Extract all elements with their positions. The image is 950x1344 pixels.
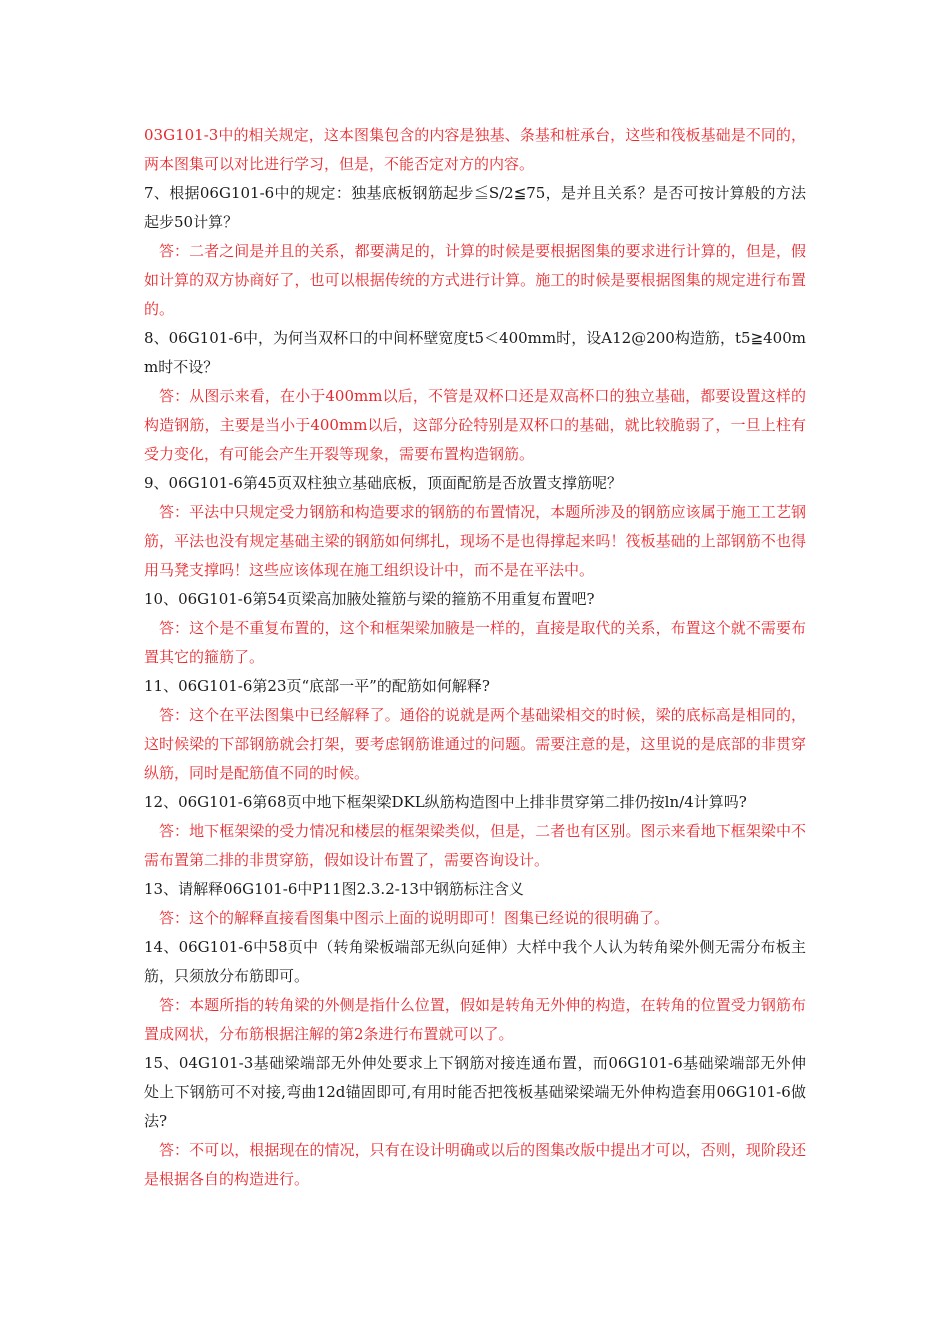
document-body (144, 121, 806, 1194)
question-9: 9、06G101-6第45页双柱独立基础底板，顶面配筋是否放置支撑筋呢？ (144, 474, 622, 492)
question-10: 10、06G101-6第54页梁高加腋处箍筋与梁的箍筋不用重复布置吧? (144, 590, 595, 608)
answer-12: 答：地下框架梁的受力情况和楼层的框架梁类似，但是，二者也有区别。图示来看地下框架梁中不需布置第二排的非贯穿筋，假如设计布置了，需要咨询设计。 (144, 822, 806, 869)
question-11: 11、06G101-6第23页“底部一平”的配筋如何解释? (144, 677, 490, 695)
answer-8: 答：从图示来看，在小于400mm以后，不管是双杯口还是双高杯口的独立基础，都要设置这样的构造钢筋，主要是当小于400mm以后，这部分砼特别是双杯口的基础，就比较脆弱了，一旦上柱有受力变化，有可能会产生开裂等现象，需要布置构造钢筋。 (144, 387, 806, 463)
question-13: 13、请解释06G101-6中P11图2.3.2-13中钢筋标注含义 (144, 880, 524, 898)
question-14: 14、06G101-6中58页中（转角梁板端部无纵向延伸）大样中我个人认为转角梁外侧无需分布板主筋，只须放分布筋即可。 (144, 938, 806, 985)
question-7: 7、根据06G101-6中的规定：独基底板钢筋起步≦S/2≦75，是并且关系？是否可按计算般的方法起步50计算？ (144, 184, 806, 231)
question-12: 12、06G101-6第68页中地下框架梁DKL纵筋构造图中上排非贯穿第二排仍按ln/4计算吗? (144, 793, 747, 811)
answer-15: 答：不可以，根据现在的情况，只有在设计明确或以后的图集改版中提出才可以，否则，现阶段还是根据各自的构造进行。 (144, 1141, 806, 1188)
question-8: 8、06G101-6中，为何当双杯口的中间杯壁宽度t5＜400mm时，设A12@200构造筋，t5≧400mm时不设？ (144, 329, 806, 376)
answer-10: 答：这个是不重复布置的，这个和框架梁加腋是一样的，直接是取代的关系，布置这个就不需要布置其它的箍筋了。 (144, 619, 806, 666)
answer-7: 答：二者之间是并且的关系，都要满足的，计算的时候是要根据图集的要求进行计算的，但是，假如计算的双方协商好了，也可以根据传统的方式进行计算。施工的时候是要根据图集的规定进行布置的。 (144, 242, 806, 318)
question-15: 15、04G101-3基础梁端部无外伸处要求上下钢筋对接连通布置，而06G101-6基础梁端部无外伸处上下钢筋可不对接,弯曲12d锚固即可,有用时能否把筏板基础梁梁端无外伸构造套用06G101-6做法? (144, 1054, 806, 1130)
answer-13: 答：这个的解释直接看图集中图示上面的说明即可！图集已经说的很明确了。 (159, 909, 670, 927)
answer-14: 答：本题所指的转角梁的外侧是指什么位置，假如是转角无外伸的构造，在转角的位置受力钢筋布置成网状，分布筋根据注解的第2条进行布置就可以了。 (144, 996, 806, 1043)
answer-9: 答：平法中只规定受力钢筋和构造要求的钢筋的布置情况，本题所涉及的钢筋应该属于施工工艺钢筋，平法也没有规定基础主梁的钢筋如何绑扎，现场不是也得撑起来吗！筏板基础的上部钢筋不也得用马凳支撑吗！这些应该体现在施工组织设计中，而不是在平法中。 (144, 503, 806, 579)
intro-paragraph: 03G101-3中的相关规定，这本图集包含的内容是独基、条基和桩承台，这些和筏板基础是不同的，两本图集可以对比进行学习，但是，不能否定对方的内容。 (144, 126, 806, 173)
answer-11: 答：这个在平法图集中已经解释了。通俗的说就是两个基础梁相交的时候，梁的底标高是相同的，这时候梁的下部钢筋就会打架，要考虑钢筋谁通过的问题。需要注意的是，这里说的是底部的非贯穿纵筋，同时是配筋值不同的时候。 (144, 706, 806, 782)
